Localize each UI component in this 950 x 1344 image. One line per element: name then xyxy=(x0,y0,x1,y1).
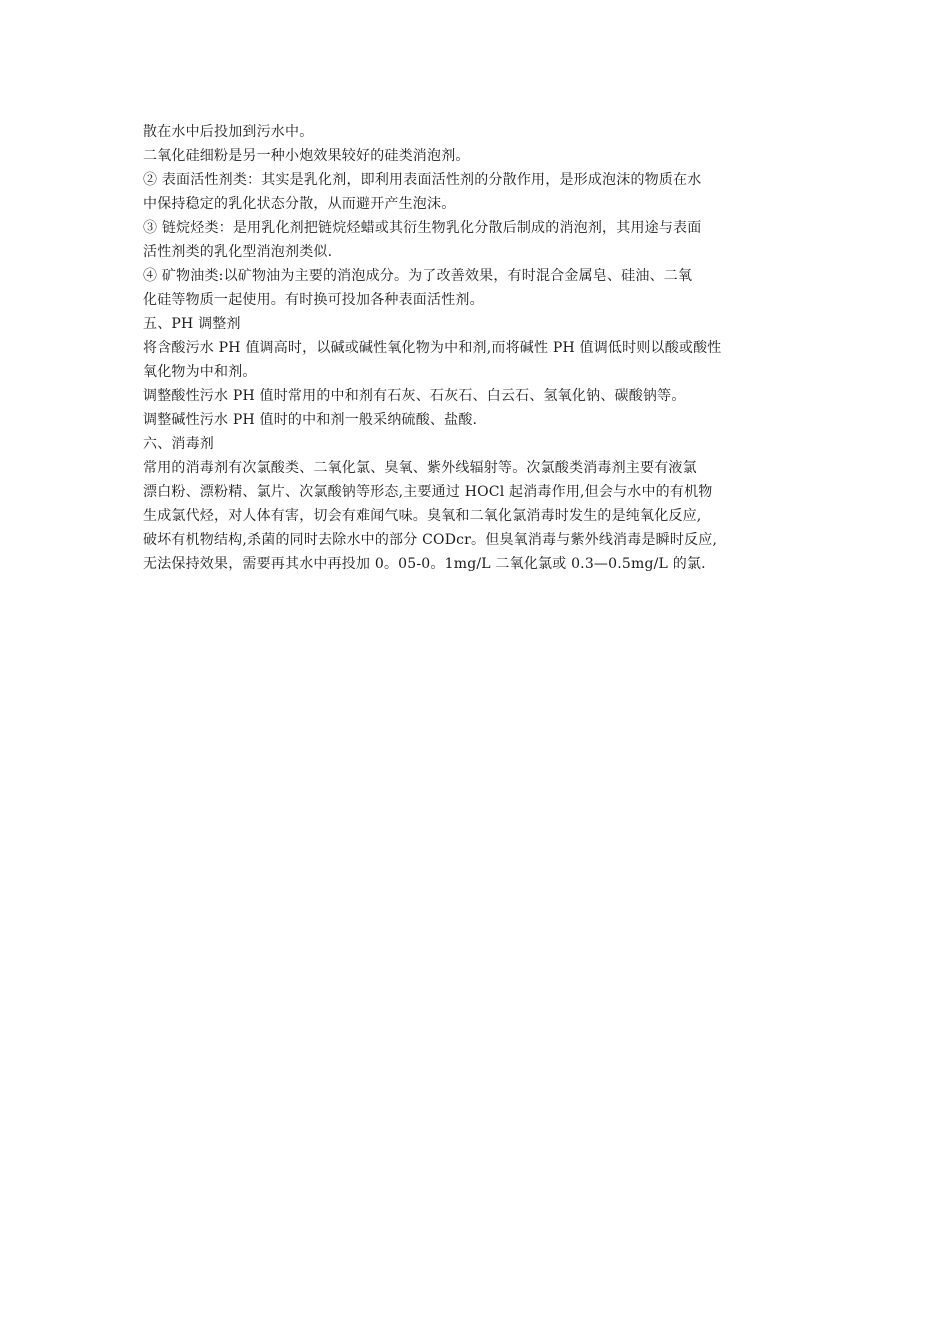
text-line: 二氧化硅细粉是另一种小炮效果较好的硅类消泡剂。 xyxy=(143,148,470,164)
text-line: 无法保持效果，需要再其水中再投加 0。05-0。1mg/L 二氧化氯或 0.3—0.5mg/L 的氯. xyxy=(143,556,706,572)
text-line: 漂白粉、漂粉精、氯片、次氯酸钠等形态,主要通过 HOCl 起消毒作用,但会与水中的有机物 xyxy=(143,484,713,500)
text-line: 中保持稳定的乳化状态分散，从而避开产生泡沫。 xyxy=(143,196,456,212)
text-line: 生成氯代烃，对人体有害，切会有难闻气味。臭氧和二氧化氯消毒时发生的是纯氧化反应, xyxy=(143,508,702,524)
text-line: 破坏有机物结构,杀菌的同时去除水中的部分 CODcr。但臭氧消毒与紫外线消毒是瞬时反应, xyxy=(143,532,718,548)
text-line: ② 表面活性剂类：其实是乳化剂，即利用表面活性剂的分散作用，是形成泡沫的物质在水 xyxy=(143,172,702,188)
section-heading-ph: 五、PH 调整剂 xyxy=(143,316,241,332)
text-line: ③ 链烷烃类：是用乳化剂把链烷烃蜡或其衍生物乳化分散后制成的消泡剂，其用途与表面 xyxy=(143,220,702,236)
text-line: 将含酸污水 PH 值调高时，以碱或碱性氧化物为中和剂,而将碱性 PH 值调低时则以酸或酸性 xyxy=(143,340,722,356)
text-line: 氧化物为中和剂。 xyxy=(143,364,257,380)
text-line: 调整酸性污水 PH 值时常用的中和剂有石灰、石灰石、白云石、氢氧化钠、碳酸钠等。 xyxy=(143,388,686,404)
text-line: 常用的消毒剂有次氯酸类、二氧化氯、臭氧、紫外线辐射等。次氯酸类消毒剂主要有液氯 xyxy=(143,460,697,476)
text-line: 活性剂类的乳化型消泡剂类似. xyxy=(143,244,333,260)
text-line: 化硅等物质一起使用。有时换可投加各种表面活性剂。 xyxy=(143,292,484,308)
section-heading-disinfectant: 六、消毒剂 xyxy=(143,436,214,452)
text-line: 散在水中后投加到污水中。 xyxy=(143,124,314,140)
document-body xyxy=(143,120,813,576)
text-line: ④ 矿物油类:以矿物油为主要的消泡成分。为了改善效果，有时混合金属皂、硅油、二氧 xyxy=(143,268,693,284)
text-line: 调整碱性污水 PH 值时的中和剂一般采纳硫酸、盐酸. xyxy=(143,412,478,428)
